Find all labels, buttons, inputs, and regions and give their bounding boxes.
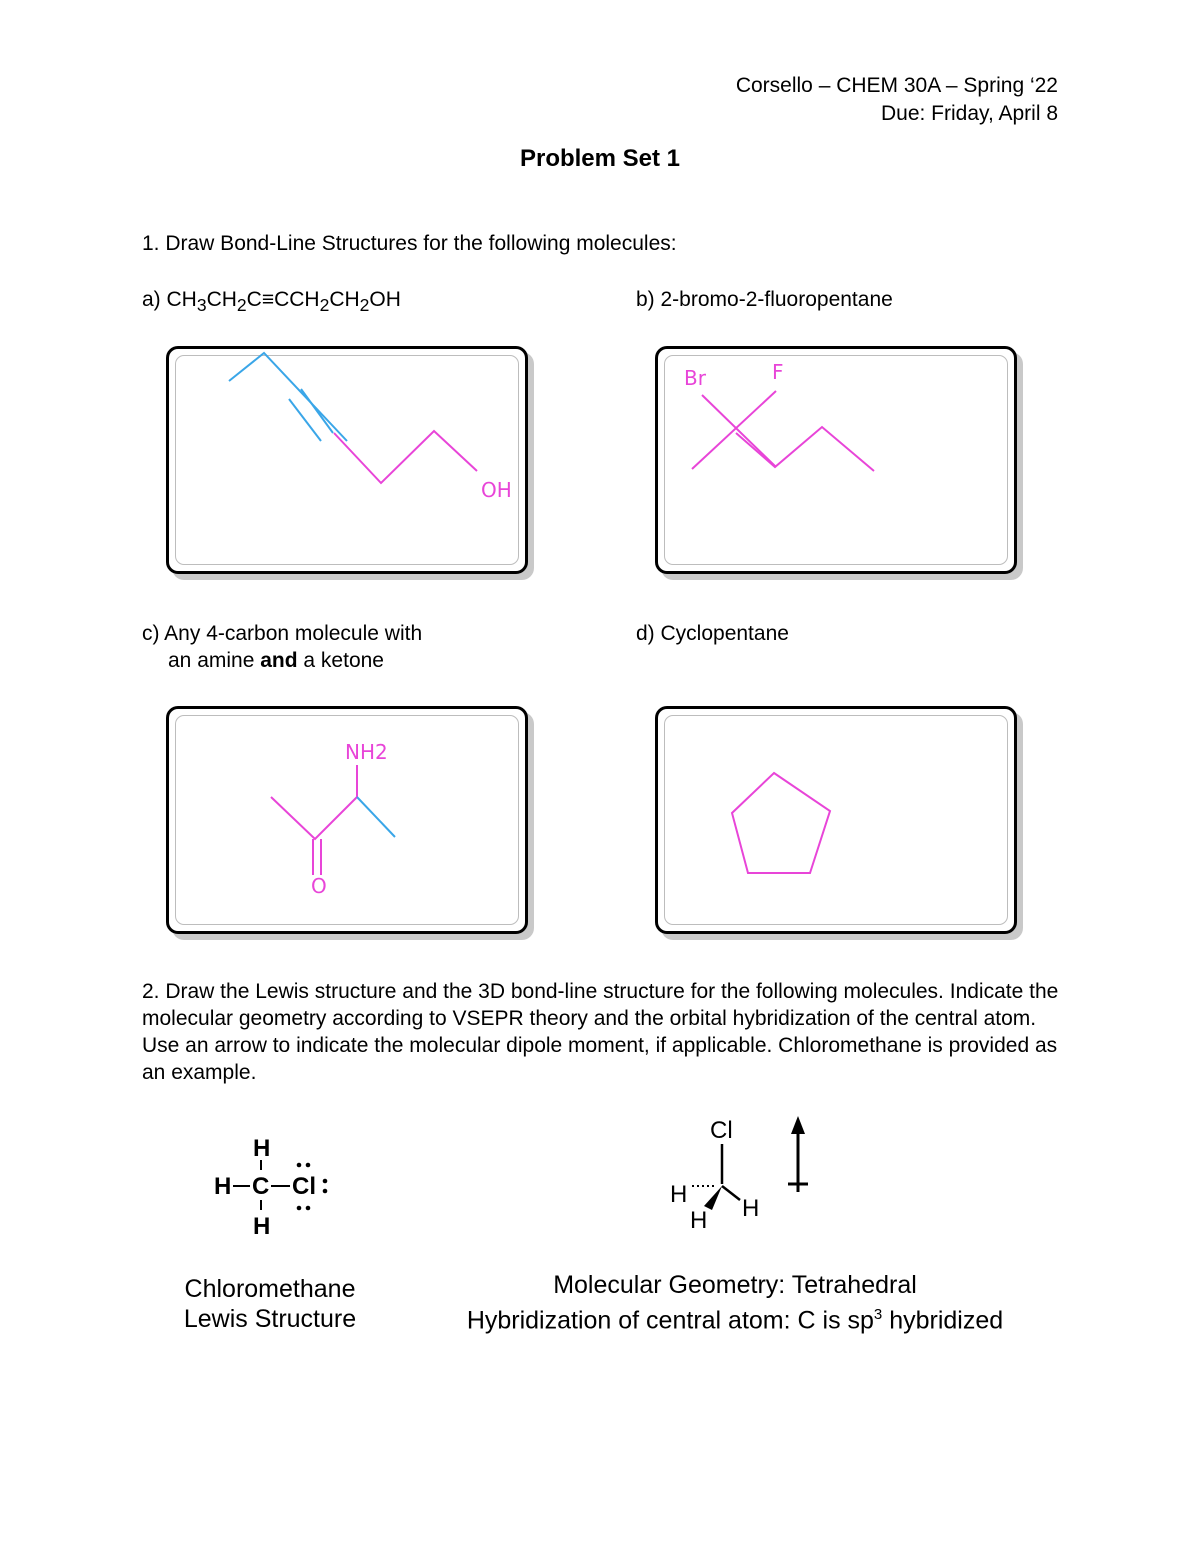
part-d-label: d) Cyclopentane <box>636 622 789 645</box>
methyl-bond-blue <box>357 797 395 837</box>
drawing-box-b[interactable] <box>655 346 1017 574</box>
lewis-bottom-h: H <box>253 1213 271 1240</box>
part-c-label <box>142 620 422 674</box>
lewis-top-h: H <box>253 1135 271 1162</box>
part-c-bold: and <box>260 649 298 672</box>
lewis-structure <box>200 1130 350 1240</box>
question-1-prompt: 1. Draw Bond-Line Structures for the following molecules: <box>142 232 677 255</box>
subscript: 2 <box>236 295 247 316</box>
lone-pair-dot <box>323 1189 328 1194</box>
part-a-text: C≡CCH <box>246 288 320 311</box>
lone-pair-dot <box>297 1163 302 1168</box>
bond-line <box>722 1186 740 1200</box>
part-c-line2 <box>142 647 422 674</box>
part-c-text: an amine <box>168 649 261 672</box>
part-a-label <box>142 286 401 319</box>
tetra-h-bottom: H <box>690 1207 708 1234</box>
part-a-text: OH <box>369 288 401 311</box>
o-label: O <box>311 874 327 898</box>
tetra-h-right: H <box>742 1195 760 1222</box>
structure-c-drawing <box>169 709 531 937</box>
drawing-box-a[interactable] <box>166 346 528 574</box>
drawing-box-d[interactable] <box>655 706 1017 934</box>
part-a-text: CH <box>329 288 360 311</box>
structure-d-drawing <box>658 709 1020 937</box>
drawing-box-c[interactable] <box>166 706 528 934</box>
question-2-paragraph: 2. Draw the Lewis structure and the 3D bond-line structure for the following molecules. Indicate the molecular geometry according to VSEPR theory and the orbital hybridization of the central atom. Use an arrow to indicate the molecular dipole moment, if applicable. Chloromethane is provided as an example. <box>142 980 1059 1084</box>
triple-bond-line <box>289 399 321 441</box>
lewis-left-h: H <box>214 1173 232 1200</box>
subscript: 2 <box>359 295 370 316</box>
part-c-line1: c) Any 4-carbon molecule with <box>142 622 423 645</box>
hybrid-text: hybridized <box>882 1306 1004 1335</box>
due-date: Due: Friday, April 8 <box>880 102 1058 125</box>
tetra-h-left: H <box>670 1181 688 1208</box>
br-label: Br <box>684 366 706 390</box>
oh-label: OH <box>481 478 512 502</box>
dipole-arrow-head <box>791 1116 805 1134</box>
lewis-caption <box>150 1274 390 1334</box>
nh2-label: NH2 <box>345 740 388 764</box>
hybrid-text: Hybridization of central atom: C is sp <box>466 1306 874 1335</box>
lewis-cl: Cl <box>292 1173 316 1200</box>
geometry-line: Molecular Geometry: Tetrahedral <box>553 1271 917 1299</box>
tetra-cl: Cl <box>710 1117 733 1144</box>
lewis-caption-line2: Lewis Structure <box>183 1305 357 1333</box>
lewis-caption-line1: Chloromethane <box>184 1275 356 1303</box>
page-title: Problem Set 1 <box>519 145 681 172</box>
course-header <box>736 72 1058 128</box>
tetrahedral-structure <box>660 1110 830 1235</box>
lone-pair-dot <box>323 1179 328 1184</box>
bond-line <box>702 395 776 467</box>
lewis-center-c: C <box>252 1173 270 1200</box>
part-b-label: b) 2-bromo-2-fluoropentane <box>636 288 893 311</box>
structure-a-drawing <box>169 349 531 577</box>
lone-pair-dot <box>306 1163 311 1168</box>
structure-b-drawing <box>658 349 1020 577</box>
alkyl-chain-pink <box>334 431 477 483</box>
course-line: Corsello – CHEM 30A – Spring ‘22 <box>735 74 1058 97</box>
cyclopentane-ring <box>732 773 830 873</box>
subscript: 2 <box>319 295 330 316</box>
part-a-text: CH <box>206 288 237 311</box>
part-c-text: a ketone <box>297 649 384 672</box>
part-a-text: a) CH <box>142 288 197 311</box>
hybridization-line <box>420 1300 1050 1335</box>
geometry-caption <box>420 1270 1050 1335</box>
lone-pair-dot <box>306 1206 311 1211</box>
hybrid-superscript: 3 <box>873 1306 883 1323</box>
triple-bond-line <box>301 389 333 433</box>
f-label: F <box>772 360 784 384</box>
lone-pair-dot <box>297 1206 302 1211</box>
ketone-chain <box>271 797 357 839</box>
subscript: 3 <box>196 295 207 316</box>
